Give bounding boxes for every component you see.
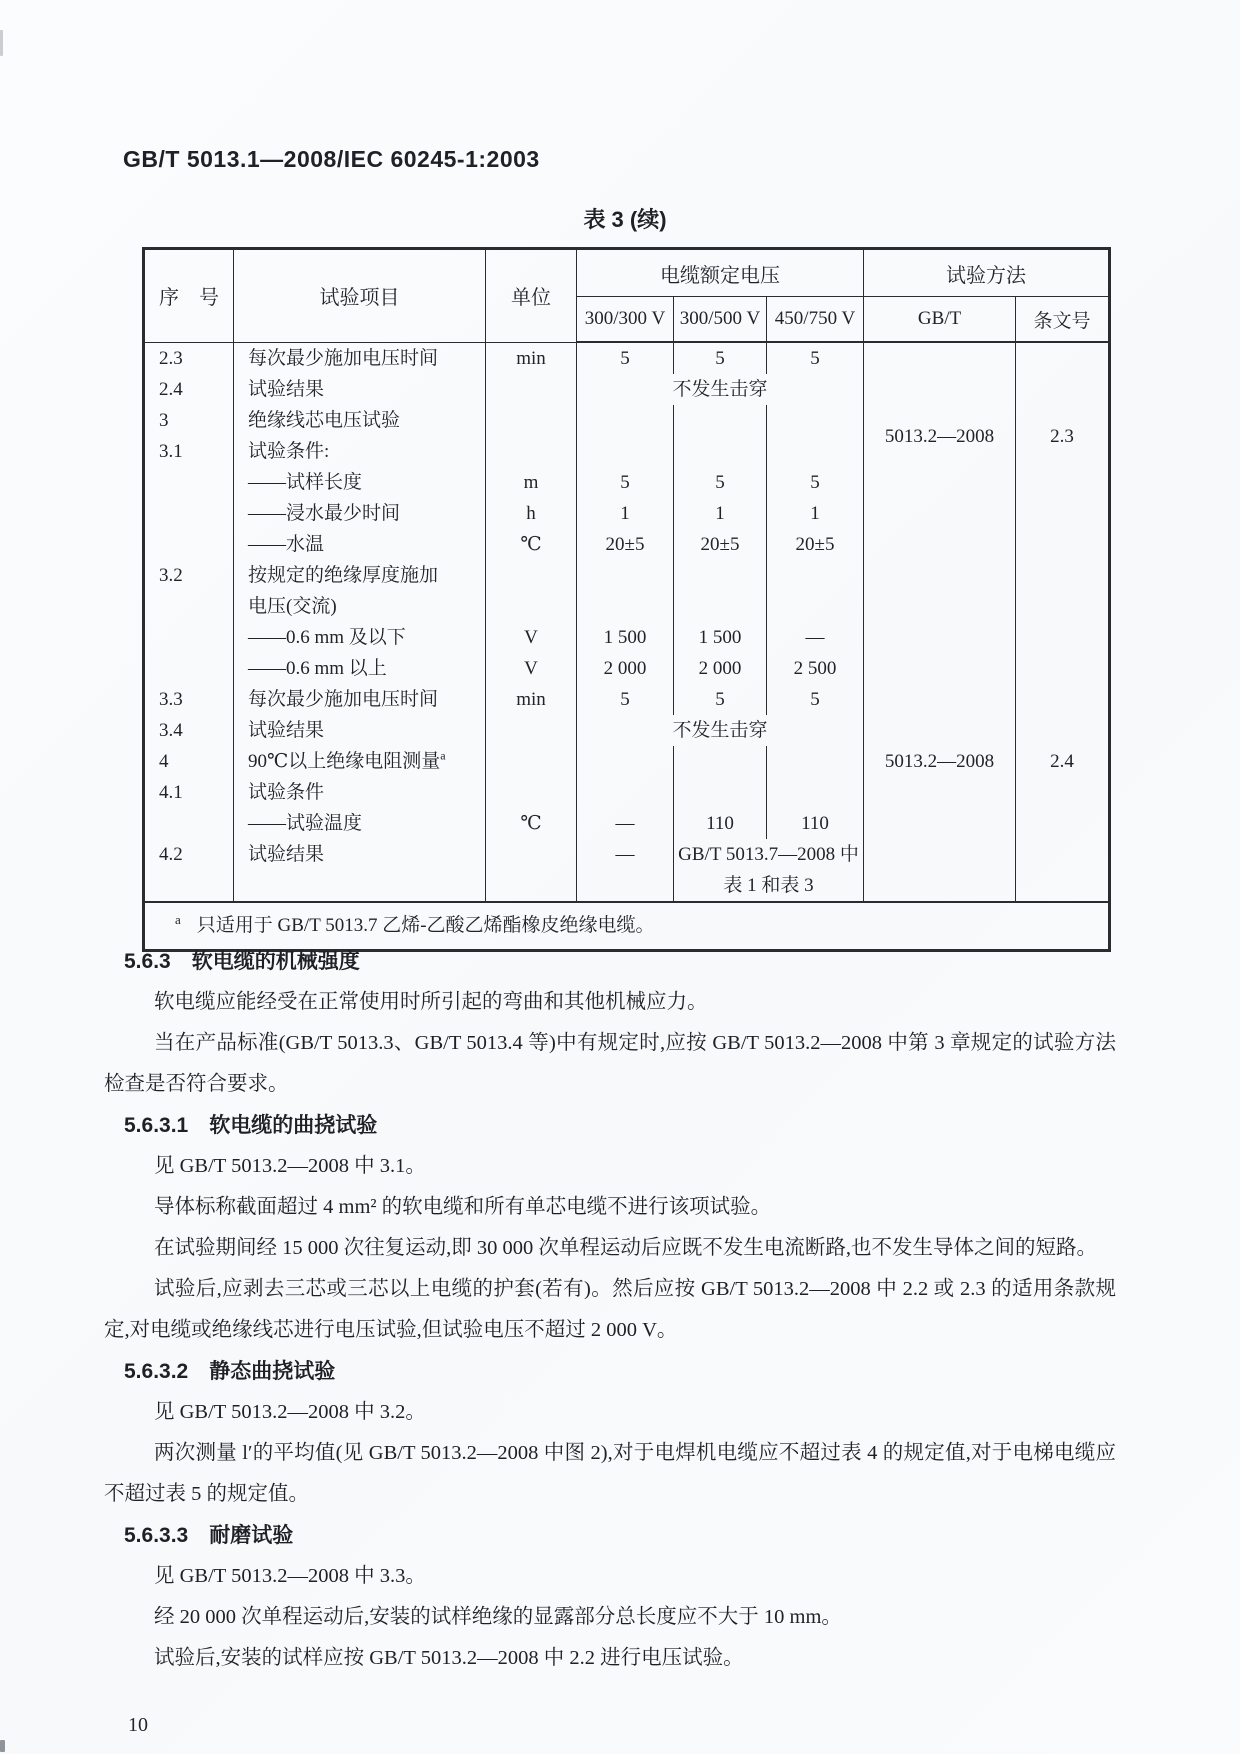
table-cell: 试验结果 [234,715,486,746]
table-cell [486,777,577,808]
table-cell [144,529,234,560]
table-cell: ——试样长度 [234,467,486,498]
table-cell [144,467,234,498]
table-row [144,374,1110,405]
table-cell [577,870,674,902]
table-cell: GB/T 5013.7—2008 中 表 1 和表 3 [674,839,864,902]
table-row [144,405,1110,436]
column-header-gbt: GB/T [864,297,1016,343]
table-cell: ——水温 [234,529,486,560]
paragraph: 经 20 000 次单程运动后,安装的试样绝缘的显露部分总长度应不大于 10 mm。 [154,1606,842,1628]
table-row [144,622,1110,653]
table-cell [486,746,577,777]
table-cell: ——0.6 mm 及以下 [234,622,486,653]
table-cell [1016,622,1110,653]
table-cell: h [486,498,577,529]
table-cell: 3.4 [144,715,234,746]
table-cell [144,808,234,839]
column-header-clause: 条文号 [1016,297,1110,343]
table-cell [577,746,674,777]
table-cell [674,777,767,808]
table-cell: 110 [767,808,864,839]
column-header-method-group: 试验方法 [864,249,1110,297]
table-cell: 5 [674,342,767,374]
table-cell: 5 [767,467,864,498]
table-cell [864,529,1016,560]
column-header-v2: 300/500 V [674,297,767,343]
table-row [144,808,1110,839]
column-header-voltage-group: 电缆额定电压 [577,249,864,297]
table-cell [767,405,864,436]
table-cell [767,560,864,591]
table-cell [674,560,767,591]
table-cell: — [577,839,674,870]
table-cell [674,746,767,777]
table-cell: 20±5 [674,529,767,560]
table-cell [864,560,1016,591]
table-cell: 试验结果 [234,374,486,405]
table-cell [1016,591,1110,622]
table-cell: 90℃以上绝缘电阻测量$^a$ [234,746,486,777]
table-cell [767,746,864,777]
table-cell [144,498,234,529]
table-cell [767,777,864,808]
paragraph: 软电缆应能经受在正常使用时所引起的弯曲和其他机械应力。 [154,991,708,1013]
doc-number: GB/T 5013.1—2008/IEC 60245-1:2003 [123,146,540,172]
table-cell: 20±5 [767,529,864,560]
section-heading: 5.6.3 软电缆的机械强度 [124,950,360,973]
table-cell: 4 [144,746,234,777]
table-cell [864,684,1016,715]
table-row [144,715,1110,746]
table-cell: 2 000 [674,653,767,684]
table-cell [864,808,1016,839]
table-cell: 2.3 [1016,405,1110,467]
table-row [144,498,1110,529]
table-cell [1016,777,1110,808]
table-cell: ——试验温度 [234,808,486,839]
table-row [144,529,1110,560]
sections [104,941,1116,1679]
table-cell: V [486,653,577,684]
scan-artifact [0,30,3,56]
table-cell: 2.4 [144,374,234,405]
table-cell: m [486,467,577,498]
table-cell [1016,560,1110,591]
table-title: 表 3 (续) [583,207,667,232]
table-cell [486,870,577,902]
table-cell: 试验结果 [234,839,486,870]
table-cell: 1 [674,498,767,529]
column-header-item: 试验项目 [234,249,486,343]
table-cell [864,653,1016,684]
footnote-marker: a [175,911,181,927]
paragraph: 见 GB/T 5013.2—2008 中 3.2。 [154,1401,426,1423]
section-heading: 5.6.3.2 静态曲挠试验 [124,1360,336,1383]
table-cell: V [486,622,577,653]
table-cell: min [486,684,577,715]
table-cell: — [767,622,864,653]
table-cell [144,591,234,622]
table-cell [674,405,767,436]
table-cell: 每次最少施加电压时间 [234,684,486,715]
table-cell [864,374,1016,405]
paragraph: 在试验期间经 15 000 次往复运动,即 30 000 次单程运动后应既不发生电流断路,也不发生导体之间的短路。 [154,1237,1097,1259]
test-items-table [142,247,1111,952]
table-cell: 每次最少施加电压时间 [234,342,486,374]
table-cell [864,777,1016,808]
table-cell: 1 500 [577,622,674,653]
table-cell: 4.1 [144,777,234,808]
table-cell [1016,870,1110,902]
table-cell [577,591,674,622]
table-cell [486,560,577,591]
table-cell [486,436,577,467]
table-cell [674,436,767,467]
table-cell: ℃ [486,808,577,839]
table-cell [486,405,577,436]
table-cell: 5 [674,467,767,498]
table-row [144,653,1110,684]
table-cell: ——0.6 mm 以上 [234,653,486,684]
table-cell: 5 [674,684,767,715]
table-cell [1016,498,1110,529]
table-cell [486,591,577,622]
table-row [144,870,1110,902]
table-cell [864,467,1016,498]
column-header-no: 序 号 [144,249,234,343]
table-cell: 电压(交流) [234,591,486,622]
table-cell [864,591,1016,622]
table-cell [577,777,674,808]
table-cell: 不发生击穿 [577,715,864,746]
paragraph: 试验后,应剥去三芯或三芯以上电缆的护套(若有)。然后应按 GB/T 5013.2—2008 中 2.2 或 2.3 的适用条款规定,对电缆或绝缘线芯进行电压试验,但试验电压不超过 2 000 V。 [104,1278,1116,1341]
table-cell [674,591,767,622]
table-cell [1016,467,1110,498]
table-cell [864,839,1016,870]
table-cell [1016,342,1110,374]
table-cell: 2.4 [1016,746,1110,777]
table-cell [767,591,864,622]
table-cell: 按规定的绝缘厚度施加 [234,560,486,591]
table-cell [577,560,674,591]
column-header-unit: 单位 [486,249,577,343]
table-row [144,560,1110,591]
table-cell: 5 [767,684,864,715]
table-row [144,839,1110,870]
table-cell: 1 500 [674,622,767,653]
table-cell: 试验条件: [234,436,486,467]
table-cell: 不发生击穿 [577,374,864,405]
table-cell [486,374,577,405]
table-cell [864,622,1016,653]
table-cell [1016,684,1110,715]
table-cell [864,498,1016,529]
table-row [144,746,1110,777]
paragraph: 两次测量 l′的平均值(见 GB/T 5013.2—2008 中图 2),对于电焊机电缆应不超过表 4 的规定值,对于电梯电缆应不超过表 5 的规定值。 [104,1442,1116,1505]
table-cell: — [577,808,674,839]
table-cell [144,622,234,653]
table-cell: 5 [577,467,674,498]
section-heading: 5.6.3.3 耐磨试验 [124,1524,294,1547]
table-body [144,342,1110,902]
section-heading: 5.6.3.1 软电缆的曲挠试验 [124,1114,378,1137]
footnote-text: 只适用于 GB/T 5013.7 乙烯-乙酸乙烯酯橡皮绝缘电缆。 [196,915,655,936]
table-cell [1016,653,1110,684]
table-cell [577,436,674,467]
table-cell: 1 [767,498,864,529]
table-cell [1016,715,1110,746]
paragraph: 当在产品标准(GB/T 5013.3、GB/T 5013.4 等)中有规定时,应按 GB/T 5013.2—2008 中第 3 章规定的试验方法检查是否符合要求。 [104,1032,1116,1095]
paragraph: 见 GB/T 5013.2—2008 中 3.3。 [154,1565,426,1587]
table-cell [864,342,1016,374]
table-cell: min [486,342,577,374]
paragraph: 试验后,安装的试样应按 GB/T 5013.2—2008 中 2.2 进行电压试验。 [154,1647,744,1669]
page-number: 10 [128,1714,148,1736]
table-cell [1016,808,1110,839]
table-cell: 5 [577,684,674,715]
table-cell [486,715,577,746]
table-row [144,467,1110,498]
table-row [144,684,1110,715]
table-row [144,342,1110,374]
column-header-v1: 300/300 V [577,297,674,343]
table-cell: 4.2 [144,839,234,870]
paragraph: 见 GB/T 5013.2—2008 中 3.1。 [154,1155,426,1177]
table-cell [864,870,1016,902]
table-row [144,777,1110,808]
table-cell: 3.1 [144,436,234,467]
table-cell: 绝缘线芯电压试验 [234,405,486,436]
table-cell [864,715,1016,746]
table-cell [577,405,674,436]
table-cell: 110 [674,808,767,839]
table-cell: 2 500 [767,653,864,684]
table-cell: 试验条件 [234,777,486,808]
table-cell: 5013.2—2008 [864,405,1016,467]
table-row [144,591,1110,622]
table-cell: 3.2 [144,560,234,591]
table-cell: 5 [577,342,674,374]
table-cell: 1 [577,498,674,529]
table-cell: 3 [144,405,234,436]
table-cell [234,870,486,902]
table-cell: 20±5 [577,529,674,560]
table-cell [144,870,234,902]
table-cell: ——浸水最少时间 [234,498,486,529]
table-cell [144,653,234,684]
table-cell [1016,529,1110,560]
table-cell: ℃ [486,529,577,560]
table-cell: 2.3 [144,342,234,374]
scan-artifact [0,1740,5,1752]
table-cell: 5013.2—2008 [864,746,1016,777]
table-cell [486,839,577,870]
table-cell: 3.3 [144,684,234,715]
column-header-v3: 450/750 V [767,297,864,343]
table-cell: 5 [767,342,864,374]
table-header-row [144,249,1110,297]
paragraph: 导体标称截面超过 4 mm² 的软电缆和所有单芯电缆不进行该项试验。 [154,1196,772,1218]
table-cell: 2 000 [577,653,674,684]
table-cell [1016,839,1110,870]
table-cell [1016,374,1110,405]
table-cell [767,436,864,467]
